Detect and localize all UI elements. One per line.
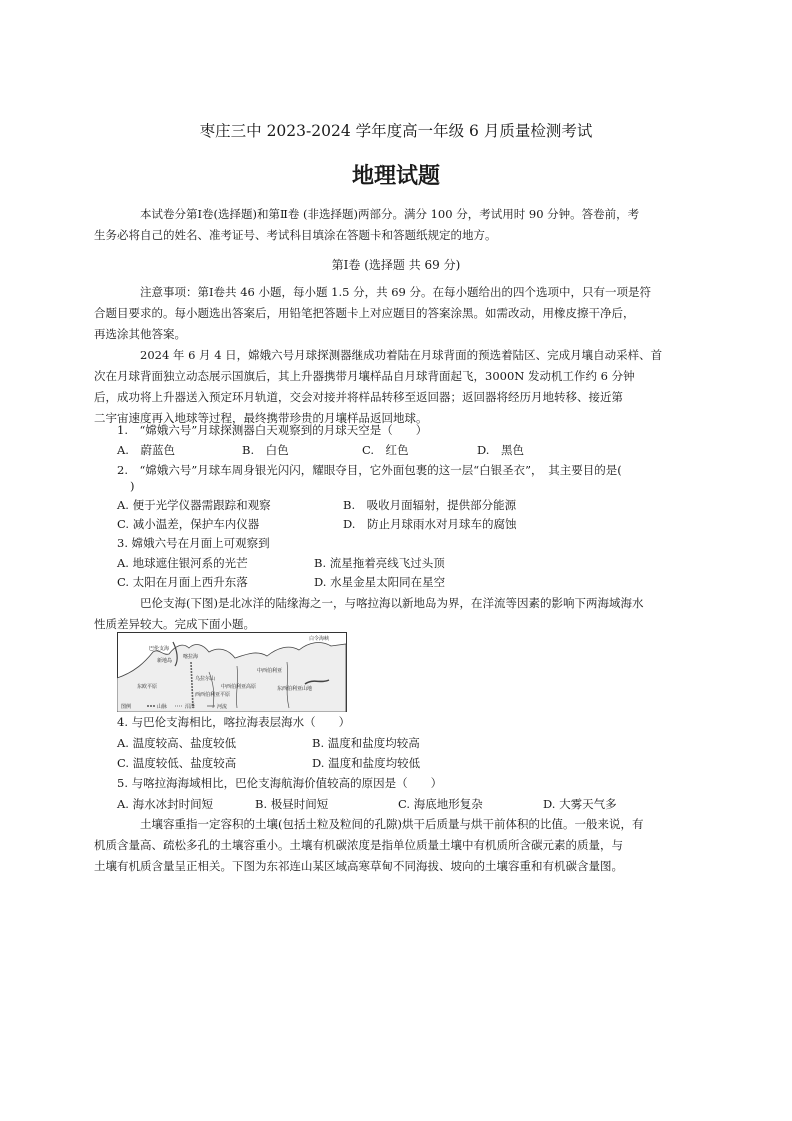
question-4-stem: 4. 与巴伦支海相比，喀拉海表层海水（ ） <box>117 715 351 729</box>
passage-line: 机质含量高、疏松多孔的土壤容重小。土壤有机碳浓度是指单位质量土壤中有机质所含碳元素的质量，与 <box>94 838 623 852</box>
barents-sea-map <box>117 632 347 712</box>
option-a: A. 温度较高、盐度较低 <box>117 736 237 750</box>
option-d: D. 黑色 <box>477 443 524 457</box>
option-c: C. 红色 <box>362 443 409 457</box>
legend-river: 河流 <box>217 704 228 710</box>
option-d: D. 水星金星太阳同在星空 <box>314 575 446 589</box>
subject-title: 地理试题 <box>351 164 440 189</box>
option-d: D. 防止月球雨水对月球车的腐蚀 <box>343 517 517 531</box>
section-title: 第Ⅰ卷 (选择题 共 69 分) <box>331 258 461 272</box>
option-d: D. 大雾天气多 <box>543 797 617 811</box>
passage-line: 次在月球背面独立动态展示国旗后，其上升器携带月壤样品自月球背面起飞，3000N 发动机工作约 6 分钟 <box>94 369 635 383</box>
legend-swamp: 沼泽 <box>185 704 196 710</box>
option-b: B. 温度和盐度均较高 <box>312 736 420 750</box>
map-label: 白令海峡 <box>309 636 330 642</box>
map-label: 新地岛 <box>157 658 173 664</box>
map-label: 中西伯利亚 <box>257 668 283 674</box>
passage-line: 巴伦支海(下图)是北冰洋的陆缘海之一，与喀拉海以新地岛为界，在洋流等因素的影响下两海域海水 <box>140 596 644 610</box>
notice-line: 合题目要求的。每小题选出答案后，用铅笔把答题卡上对应题目的答案涂黑。如需改动，用橡皮擦干净后， <box>94 306 635 320</box>
option-a: A. 蔚蓝色 <box>117 443 175 457</box>
question-4-options-row2 <box>117 753 677 773</box>
passage-line: 2024 年 6 月 4 日，嫦娥六号月球探测器继成功着陆在月球背面的预选着陆区、完成月壤自动采样、首 <box>140 348 663 362</box>
question-4-options-row1 <box>117 733 677 753</box>
map-label: 西西伯利亚平原 <box>195 692 231 698</box>
option-a: A. 海水冰封时间短 <box>117 797 214 811</box>
question-5-stem: 5. 与喀拉海海域相比，巴伦支海航海价值较高的原因是（ ） <box>117 776 443 790</box>
notice-line: 注意事项：第Ⅰ卷共 46 小题，每小题 1.5 分，共 69 分。在每小题给出的四个选项中，只有一项是符 <box>140 285 652 299</box>
passage-line: 后，成功将上升器送入预定环月轨道，交会对接并将样品转移至返回器；返回器将经历月地转移、接近第 <box>94 390 623 404</box>
intro-line: 本试卷分第Ⅰ卷(选择题)和第Ⅱ卷 (非选择题)两部分。满分 100 分，考试用时 90 分钟。答卷前，考 <box>140 207 640 221</box>
option-b: B. 白色 <box>242 443 289 457</box>
option-a: A. 便于光学仪器需跟踪和观察 <box>117 498 271 512</box>
question-5-options <box>117 794 677 814</box>
option-c: C. 太阳在月面上西升东落 <box>117 575 248 589</box>
question-2-options-row1 <box>117 495 677 515</box>
question-3-stem: 3. 嫦娥六号在月面上可观察到 <box>117 536 270 550</box>
option-d: D. 温度和盐度均较低 <box>312 756 421 770</box>
question-3-options-row2 <box>117 572 677 592</box>
question-2-options-row2 <box>117 514 677 534</box>
passage-line: 性质差异较大。完成下面小题。 <box>94 617 255 631</box>
option-b: B. 吸收月面辐射，提供部分能源 <box>343 498 517 512</box>
passage-line: 土壤容重指一定容积的土壤(包括土粒及粒间的孔隙)烘干后质量与烘干前体积的比值。一般来说，有 <box>140 817 644 831</box>
option-c: C. 减小温差，保护车内仪器 <box>117 517 260 531</box>
question-2-stem-end: ) <box>130 479 135 493</box>
question-1-stem: 1. “嫦娥六号”月球探测器白天观察到的月球天空是（ ） <box>117 423 428 437</box>
notice-paragraph <box>94 282 674 345</box>
legend-mountain: 山脉 <box>157 704 168 710</box>
map-label: 中西伯利亚高原 <box>221 684 257 690</box>
passage-barents-sea <box>94 593 674 635</box>
passage-soil <box>94 814 674 877</box>
exam-title: 枣庄三中 2023-2024 学年度高一年级 6 月质量检测考试 <box>199 122 593 140</box>
option-b: B. 极昼时间短 <box>255 797 329 811</box>
notice-line: 再选涂其他答案。 <box>94 327 186 341</box>
option-c: C. 海底地形复杂 <box>398 797 483 811</box>
passage-line: 土壤有机质含量呈正相关。下图为东祁连山某区域高寒草甸不同海拔、坡向的土壤容重和有机碳含量图。 <box>94 859 623 873</box>
legend-title: 图例 <box>121 704 132 710</box>
map-label: 喀拉海 <box>183 654 199 660</box>
question-1-options <box>117 440 677 460</box>
passage-line: 二宇宙速度再入地球等过程，最终携带珍贵的月壤样品返回地球。 <box>94 411 428 425</box>
option-c: C. 温度较低、盐度较高 <box>117 756 237 770</box>
intro-line: 生务必将自己的姓名、准考证号、考试科目填涂在答题卡和答题纸规定的地方。 <box>94 228 497 242</box>
intro-paragraph <box>94 204 674 246</box>
map-label: 东欧平原 <box>137 684 158 690</box>
map-label: 巴伦支海 <box>149 646 170 652</box>
option-a: A. 地球遮住银河系的光芒 <box>117 556 248 570</box>
option-b: B. 流星拖着亮线飞过头顶 <box>314 556 445 570</box>
question-2-stem: 2. “嫦娥六号”月球车周身银光闪闪，耀眼夺目，它外面包裹的这一层“白银圣衣”， 其主要目的是( <box>117 463 622 477</box>
map-label: 东西伯利亚山地 <box>277 686 313 692</box>
map-label: 乌拉尔山 <box>195 676 216 682</box>
passage-chang-e <box>94 345 674 429</box>
question-3-options-row1 <box>117 553 677 573</box>
